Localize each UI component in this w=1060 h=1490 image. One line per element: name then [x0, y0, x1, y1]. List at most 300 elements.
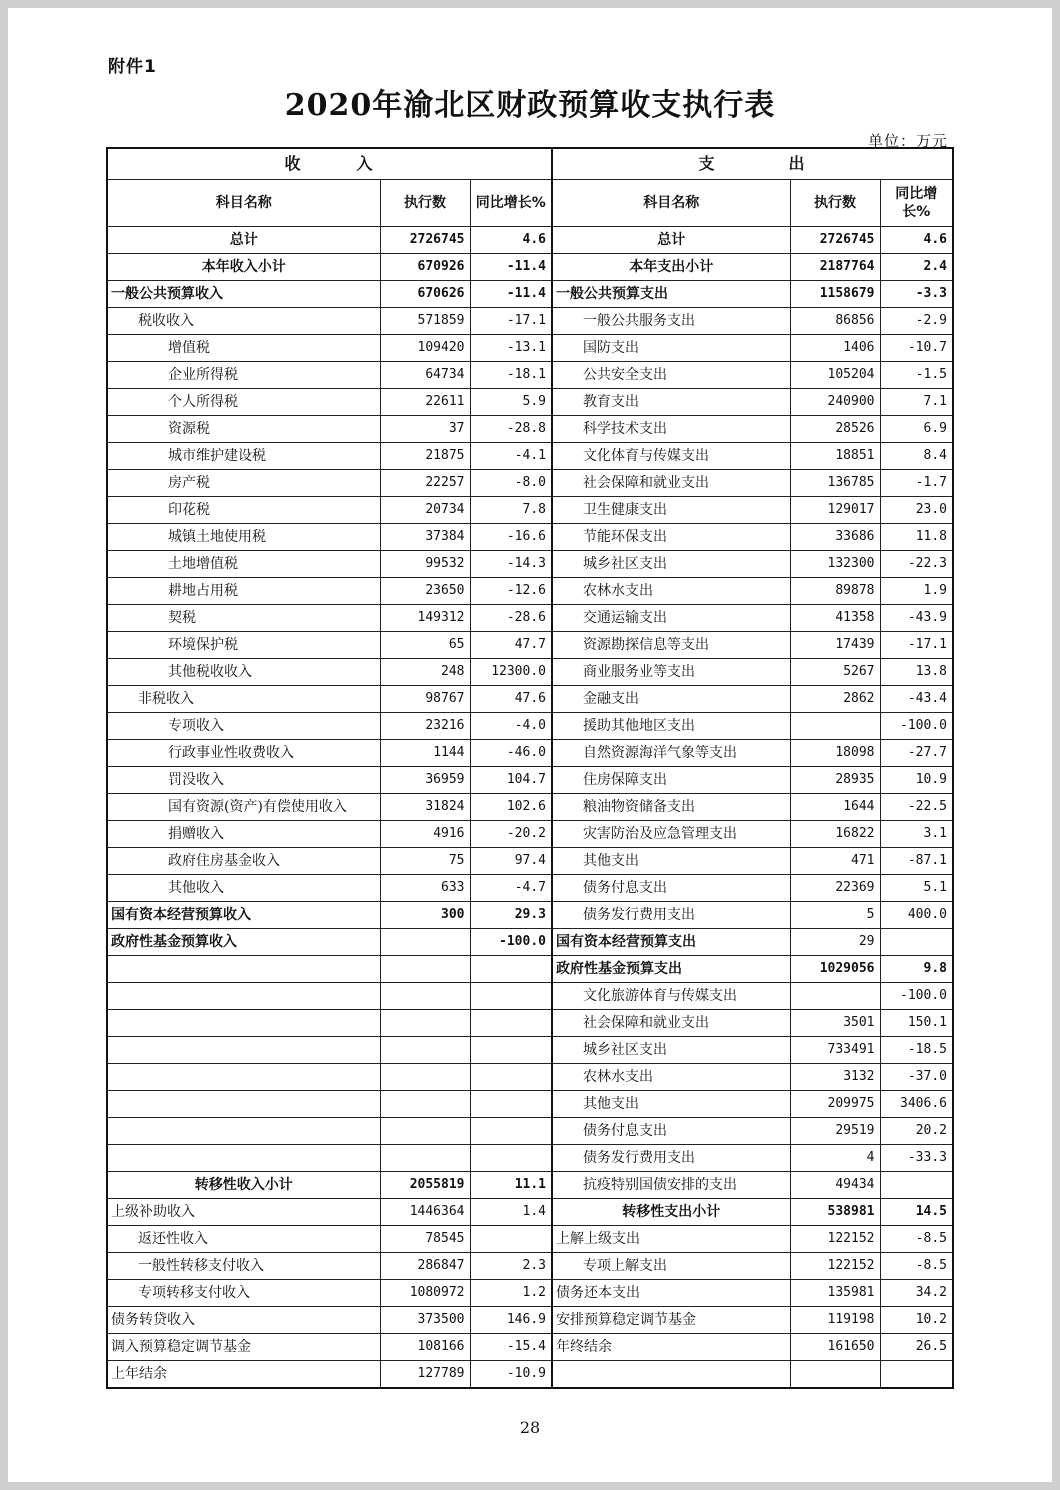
expense-item-growth: 34.2	[880, 1280, 953, 1307]
table-row	[107, 578, 953, 605]
income-item-growth: -13.1	[470, 335, 552, 362]
table-row	[107, 1118, 953, 1145]
income-item-amount: 37384	[380, 524, 470, 551]
expense-item-growth: 3406.6	[880, 1091, 953, 1118]
expense-item-growth: 10.9	[880, 767, 953, 794]
expense-item-name: 其他支出	[552, 848, 790, 875]
income-item-growth: -8.0	[470, 470, 552, 497]
table-row	[107, 1010, 953, 1037]
income-item-name: 其他税收收入	[107, 659, 380, 686]
table-row	[107, 875, 953, 902]
income-item-name: 本年收入小计	[107, 254, 380, 281]
expense-item-growth: 1.9	[880, 578, 953, 605]
expense-item-growth: 4.6	[880, 227, 953, 254]
expense-item-growth: 6.9	[880, 416, 953, 443]
income-item-growth: -28.8	[470, 416, 552, 443]
income-item-name: 国有资源(资产)有偿使用收入	[107, 794, 380, 821]
expense-item-growth: 23.0	[880, 497, 953, 524]
income-item-amount	[380, 1010, 470, 1037]
income-item-amount: 2726745	[380, 227, 470, 254]
expense-item-amount: 2187764	[790, 254, 880, 281]
expense-item-name: 债务发行费用支出	[552, 902, 790, 929]
expense-item-amount: 122152	[790, 1253, 880, 1280]
income-item-growth	[470, 1145, 552, 1172]
income-item-growth: 47.6	[470, 686, 552, 713]
income-item-name: 总计	[107, 227, 380, 254]
income-item-growth: 97.4	[470, 848, 552, 875]
expense-item-name: 农林水支出	[552, 578, 790, 605]
expense-item-amount: 29519	[790, 1118, 880, 1145]
income-item-name: 土地增值税	[107, 551, 380, 578]
income-item-amount: 37	[380, 416, 470, 443]
table-row	[107, 389, 953, 416]
income-item-name: 增值税	[107, 335, 380, 362]
expense-item-name: 抗疫特别国债安排的支出	[552, 1172, 790, 1199]
income-item-growth: 7.8	[470, 497, 552, 524]
expense-item-name: 资源勘探信息等支出	[552, 632, 790, 659]
income-item-growth: 47.7	[470, 632, 552, 659]
income-item-amount: 1446364	[380, 1199, 470, 1226]
income-item-name	[107, 1118, 380, 1145]
income-item-name: 债务转贷收入	[107, 1307, 380, 1334]
expense-item-growth: -27.7	[880, 740, 953, 767]
expense-item-amount: 538981	[790, 1199, 880, 1226]
expense-item-growth: -18.5	[880, 1037, 953, 1064]
expense-item-growth	[880, 1172, 953, 1199]
expense-item-amount: 240900	[790, 389, 880, 416]
expense-item-name: 其他支出	[552, 1091, 790, 1118]
income-item-name: 上级补助收入	[107, 1199, 380, 1226]
income-item-growth: 1.4	[470, 1199, 552, 1226]
income-item-name: 其他收入	[107, 875, 380, 902]
table-row	[107, 848, 953, 875]
table-row	[107, 1280, 953, 1307]
income-item-amount: 373500	[380, 1307, 470, 1334]
income-item-amount: 109420	[380, 335, 470, 362]
table-row	[107, 362, 953, 389]
income-item-name: 政府住房基金收入	[107, 848, 380, 875]
expense-item-amount: 28526	[790, 416, 880, 443]
expense-item-amount: 33686	[790, 524, 880, 551]
table-row	[107, 470, 953, 497]
expense-item-name: 卫生健康支出	[552, 497, 790, 524]
expense-item-name: 商业服务业等支出	[552, 659, 790, 686]
income-item-amount: 670926	[380, 254, 470, 281]
expense-item-growth: 5.1	[880, 875, 953, 902]
income-item-growth: 5.9	[470, 389, 552, 416]
expense-item-name: 公共安全支出	[552, 362, 790, 389]
income-item-growth: -16.6	[470, 524, 552, 551]
expense-item-name: 金融支出	[552, 686, 790, 713]
table-row	[107, 713, 953, 740]
expense-item-name: 国防支出	[552, 335, 790, 362]
table-row	[107, 1307, 953, 1334]
expense-item-name: 住房保障支出	[552, 767, 790, 794]
expense-item-growth: 400.0	[880, 902, 953, 929]
income-item-amount	[380, 1064, 470, 1091]
income-item-growth: -14.3	[470, 551, 552, 578]
expense-item-growth: -33.3	[880, 1145, 953, 1172]
column-header-row	[107, 180, 953, 227]
expense-item-amount: 2726745	[790, 227, 880, 254]
unit-label: 单位：万元	[867, 132, 948, 150]
table-row	[107, 254, 953, 281]
table-row	[107, 605, 953, 632]
expense-item-growth: -22.5	[880, 794, 953, 821]
expense-item-amount: 89878	[790, 578, 880, 605]
income-name-header: 科目名称	[107, 180, 380, 227]
income-item-amount: 21875	[380, 443, 470, 470]
income-item-growth: -4.7	[470, 875, 552, 902]
income-item-amount: 75	[380, 848, 470, 875]
income-item-growth: 4.6	[470, 227, 552, 254]
income-item-growth: -10.9	[470, 1361, 552, 1389]
expense-item-name: 灾害防治及应急管理支出	[552, 821, 790, 848]
table-row	[107, 1361, 953, 1389]
income-item-amount: 127789	[380, 1361, 470, 1389]
expense-item-name: 交通运输支出	[552, 605, 790, 632]
income-item-growth: 104.7	[470, 767, 552, 794]
income-item-growth: 2.3	[470, 1253, 552, 1280]
expense-item-amount: 18851	[790, 443, 880, 470]
income-item-amount: 300	[380, 902, 470, 929]
expense-item-amount: 41358	[790, 605, 880, 632]
expense-item-growth: -17.1	[880, 632, 953, 659]
income-item-name	[107, 1010, 380, 1037]
table-row	[107, 1172, 953, 1199]
expense-item-growth: -87.1	[880, 848, 953, 875]
income-item-amount: 248	[380, 659, 470, 686]
income-item-amount: 1080972	[380, 1280, 470, 1307]
income-section-header: 收 入	[107, 148, 552, 180]
expense-item-name: 教育支出	[552, 389, 790, 416]
expense-item-amount: 2862	[790, 686, 880, 713]
expense-item-growth: -3.3	[880, 281, 953, 308]
expense-item-amount: 119198	[790, 1307, 880, 1334]
expense-item-amount: 132300	[790, 551, 880, 578]
income-item-amount: 22611	[380, 389, 470, 416]
income-item-amount	[380, 1091, 470, 1118]
income-item-name: 城镇土地使用税	[107, 524, 380, 551]
income-item-growth: -12.6	[470, 578, 552, 605]
budget-table	[106, 147, 954, 1389]
expense-item-amount: 1644	[790, 794, 880, 821]
income-item-name: 个人所得税	[107, 389, 380, 416]
income-item-growth	[470, 1010, 552, 1037]
income-item-name: 房产税	[107, 470, 380, 497]
table-row	[107, 929, 953, 956]
expense-item-amount	[790, 1361, 880, 1389]
table-row	[107, 632, 953, 659]
income-item-name: 调入预算稳定调节基金	[107, 1334, 380, 1361]
table-row	[107, 686, 953, 713]
expense-item-name: 上解上级支出	[552, 1226, 790, 1253]
table-row	[107, 335, 953, 362]
expense-item-growth: -100.0	[880, 713, 953, 740]
expense-item-name: 文化旅游体育与传媒支出	[552, 983, 790, 1010]
income-item-name: 一般性转移支付收入	[107, 1253, 380, 1280]
expense-item-growth	[880, 1361, 953, 1389]
income-item-growth: 12300.0	[470, 659, 552, 686]
income-item-growth	[470, 1226, 552, 1253]
table-row	[107, 740, 953, 767]
expense-item-name: 援助其他地区支出	[552, 713, 790, 740]
expense-item-amount: 16822	[790, 821, 880, 848]
expense-growth-header: 同比增长%	[880, 180, 953, 227]
income-item-growth: -28.6	[470, 605, 552, 632]
expense-item-growth: -2.9	[880, 308, 953, 335]
table-row	[107, 524, 953, 551]
income-item-growth	[470, 956, 552, 983]
expense-item-growth: -43.9	[880, 605, 953, 632]
table-row	[107, 443, 953, 470]
income-item-growth	[470, 1037, 552, 1064]
income-item-name: 上年结余	[107, 1361, 380, 1389]
income-item-growth: -15.4	[470, 1334, 552, 1361]
expense-item-growth: 13.8	[880, 659, 953, 686]
expense-item-growth: 8.4	[880, 443, 953, 470]
page-number: 28	[519, 1418, 541, 1437]
expense-item-amount: 49434	[790, 1172, 880, 1199]
expense-item-amount: 209975	[790, 1091, 880, 1118]
income-item-growth	[470, 1064, 552, 1091]
expense-item-growth: -43.4	[880, 686, 953, 713]
table-row	[107, 308, 953, 335]
expense-item-name: 社会保障和就业支出	[552, 1010, 790, 1037]
income-item-growth: -20.2	[470, 821, 552, 848]
income-item-name	[107, 1091, 380, 1118]
income-item-name: 捐赠收入	[107, 821, 380, 848]
income-item-name: 罚没收入	[107, 767, 380, 794]
table-row	[107, 1145, 953, 1172]
expense-item-name: 文化体育与传媒支出	[552, 443, 790, 470]
expense-amount-header: 执行数	[790, 180, 880, 227]
income-item-amount: 571859	[380, 308, 470, 335]
income-item-growth: -11.4	[470, 281, 552, 308]
expense-item-amount: 3132	[790, 1064, 880, 1091]
expense-item-growth: -37.0	[880, 1064, 953, 1091]
income-item-growth: 102.6	[470, 794, 552, 821]
income-item-growth: -11.4	[470, 254, 552, 281]
expense-item-amount: 161650	[790, 1334, 880, 1361]
table-row	[107, 1037, 953, 1064]
income-item-name	[107, 1037, 380, 1064]
income-item-name: 契税	[107, 605, 380, 632]
expense-item-name: 债务付息支出	[552, 875, 790, 902]
table-row	[107, 551, 953, 578]
expense-item-growth: -100.0	[880, 983, 953, 1010]
income-item-amount	[380, 1118, 470, 1145]
income-item-name: 政府性基金预算收入	[107, 929, 380, 956]
expense-item-name: 农林水支出	[552, 1064, 790, 1091]
table-row	[107, 983, 953, 1010]
expense-item-amount: 86856	[790, 308, 880, 335]
expense-item-amount: 28935	[790, 767, 880, 794]
income-item-name	[107, 956, 380, 983]
page-title: 2020年渝北区财政预算收支执行表	[284, 88, 776, 123]
income-item-amount: 4916	[380, 821, 470, 848]
expense-item-amount: 129017	[790, 497, 880, 524]
expense-item-amount	[790, 713, 880, 740]
income-item-growth: 146.9	[470, 1307, 552, 1334]
expense-item-name: 总计	[552, 227, 790, 254]
expense-item-name: 社会保障和就业支出	[552, 470, 790, 497]
expense-item-name: 年终结余	[552, 1334, 790, 1361]
expense-item-growth: 3.1	[880, 821, 953, 848]
expense-item-name: 城乡社区支出	[552, 551, 790, 578]
expense-item-growth: 20.2	[880, 1118, 953, 1145]
table-row	[107, 902, 953, 929]
table-row	[107, 767, 953, 794]
expense-item-growth: 11.8	[880, 524, 953, 551]
income-item-name: 非税收入	[107, 686, 380, 713]
income-item-name	[107, 983, 380, 1010]
expense-item-name: 本年支出小计	[552, 254, 790, 281]
expense-item-name: 安排预算稳定调节基金	[552, 1307, 790, 1334]
expense-item-amount: 105204	[790, 362, 880, 389]
expense-item-amount: 136785	[790, 470, 880, 497]
expense-item-growth: -10.7	[880, 335, 953, 362]
income-item-amount: 99532	[380, 551, 470, 578]
section-header-row	[107, 148, 953, 180]
income-item-growth: 29.3	[470, 902, 552, 929]
income-item-amount: 65	[380, 632, 470, 659]
attachment-label: 附件1	[108, 57, 157, 77]
income-item-amount: 36959	[380, 767, 470, 794]
income-item-amount	[380, 1037, 470, 1064]
income-amount-header: 执行数	[380, 180, 470, 227]
expense-item-name	[552, 1361, 790, 1389]
income-item-growth: -17.1	[470, 308, 552, 335]
income-item-amount: 23650	[380, 578, 470, 605]
income-item-name: 专项转移支付收入	[107, 1280, 380, 1307]
expense-item-amount: 5267	[790, 659, 880, 686]
income-item-amount: 149312	[380, 605, 470, 632]
income-item-growth: -100.0	[470, 929, 552, 956]
expense-item-growth: -22.3	[880, 551, 953, 578]
income-item-name: 税收收入	[107, 308, 380, 335]
expense-item-amount	[790, 983, 880, 1010]
income-item-growth: -4.0	[470, 713, 552, 740]
expense-item-name: 一般公共预算支出	[552, 281, 790, 308]
expense-item-name: 专项上解支出	[552, 1253, 790, 1280]
income-item-name: 返还性收入	[107, 1226, 380, 1253]
income-item-amount: 670626	[380, 281, 470, 308]
income-item-amount	[380, 1145, 470, 1172]
expense-item-amount: 22369	[790, 875, 880, 902]
expense-item-amount: 18098	[790, 740, 880, 767]
expense-item-name: 转移性支出小计	[552, 1199, 790, 1226]
expense-item-growth	[880, 929, 953, 956]
income-item-name: 国有资本经营预算收入	[107, 902, 380, 929]
income-item-amount: 1144	[380, 740, 470, 767]
income-item-amount: 2055819	[380, 1172, 470, 1199]
expense-item-growth: 26.5	[880, 1334, 953, 1361]
expense-item-amount: 1029056	[790, 956, 880, 983]
expense-item-growth: 2.4	[880, 254, 953, 281]
expense-item-amount: 1406	[790, 335, 880, 362]
income-item-amount: 31824	[380, 794, 470, 821]
income-item-name: 一般公共预算收入	[107, 281, 380, 308]
table-row	[107, 1253, 953, 1280]
income-item-name: 耕地占用税	[107, 578, 380, 605]
table-row	[107, 956, 953, 983]
expense-item-name: 粮油物资储备支出	[552, 794, 790, 821]
income-item-name	[107, 1064, 380, 1091]
income-item-growth: 11.1	[470, 1172, 552, 1199]
income-item-amount: 98767	[380, 686, 470, 713]
income-item-name: 印花税	[107, 497, 380, 524]
expense-item-amount: 135981	[790, 1280, 880, 1307]
income-item-amount: 23216	[380, 713, 470, 740]
income-item-amount: 78545	[380, 1226, 470, 1253]
expense-item-amount: 5	[790, 902, 880, 929]
expense-item-name: 政府性基金预算支出	[552, 956, 790, 983]
table-row	[107, 497, 953, 524]
expense-item-name: 债务付息支出	[552, 1118, 790, 1145]
expense-item-growth: -8.5	[880, 1226, 953, 1253]
expense-item-amount: 4	[790, 1145, 880, 1172]
expense-item-amount: 17439	[790, 632, 880, 659]
income-item-name	[107, 1145, 380, 1172]
table-row	[107, 227, 953, 254]
expense-item-growth: 7.1	[880, 389, 953, 416]
table-row	[107, 821, 953, 848]
table-row	[107, 1064, 953, 1091]
expense-item-amount: 122152	[790, 1226, 880, 1253]
income-item-amount: 108166	[380, 1334, 470, 1361]
income-item-amount	[380, 983, 470, 1010]
table-row	[107, 1199, 953, 1226]
income-item-name: 专项收入	[107, 713, 380, 740]
table-row	[107, 281, 953, 308]
income-item-amount	[380, 956, 470, 983]
table-row	[107, 659, 953, 686]
expense-item-growth: 14.5	[880, 1199, 953, 1226]
table-row	[107, 1091, 953, 1118]
income-item-name: 转移性收入小计	[107, 1172, 380, 1199]
income-item-growth: -46.0	[470, 740, 552, 767]
expense-item-growth: -1.5	[880, 362, 953, 389]
income-item-growth	[470, 983, 552, 1010]
expense-item-name: 自然资源海洋气象等支出	[552, 740, 790, 767]
expense-item-amount: 29	[790, 929, 880, 956]
expense-item-growth: 150.1	[880, 1010, 953, 1037]
income-item-name: 企业所得税	[107, 362, 380, 389]
expense-item-amount: 471	[790, 848, 880, 875]
expense-item-amount: 3501	[790, 1010, 880, 1037]
expense-item-name: 一般公共服务支出	[552, 308, 790, 335]
income-item-growth: 1.2	[470, 1280, 552, 1307]
income-item-amount: 633	[380, 875, 470, 902]
table-row	[107, 794, 953, 821]
income-item-name: 城市维护建设税	[107, 443, 380, 470]
income-item-amount: 64734	[380, 362, 470, 389]
income-item-name: 资源税	[107, 416, 380, 443]
expense-section-header: 支 出	[552, 148, 953, 180]
expense-item-amount: 1158679	[790, 281, 880, 308]
expense-name-header: 科目名称	[552, 180, 790, 227]
income-item-growth	[470, 1091, 552, 1118]
expense-item-name: 债务发行费用支出	[552, 1145, 790, 1172]
expense-item-name: 国有资本经营预算支出	[552, 929, 790, 956]
expense-item-growth: 9.8	[880, 956, 953, 983]
table-row	[107, 416, 953, 443]
income-item-growth: -18.1	[470, 362, 552, 389]
income-item-amount: 20734	[380, 497, 470, 524]
income-item-name: 行政事业性收费收入	[107, 740, 380, 767]
table-row	[107, 1334, 953, 1361]
